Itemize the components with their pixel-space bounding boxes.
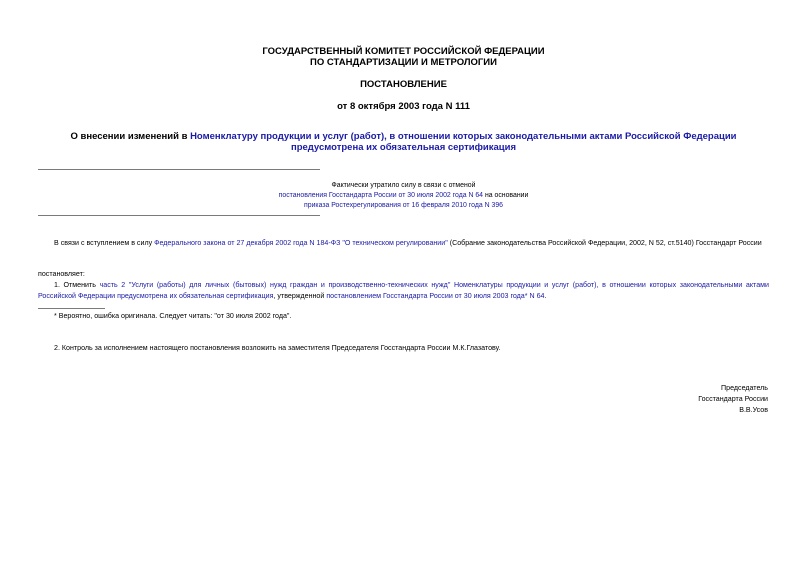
status-note-line3 bbox=[0, 201, 807, 211]
document-title bbox=[40, 131, 767, 153]
footnote-rule bbox=[38, 308, 105, 309]
document-type: ПОСТАНОВЛЕНИЕ bbox=[360, 79, 447, 90]
signature-block bbox=[698, 383, 768, 416]
status-rule-bottom bbox=[38, 215, 320, 216]
status-repeal-link[interactable]: постановления Госстандарта России от 30 июля 2002 года N 64 bbox=[278, 192, 484, 199]
status-note-line2 bbox=[0, 191, 807, 201]
footnote-text: * Вероятно, ошибка оригинала. Следует читать: "от 30 июля 2002 года". bbox=[54, 312, 292, 320]
preamble-text-start: В связи с вступлением в силу bbox=[54, 239, 155, 247]
status-order-link[interactable]: приказа Ростехрегулирования от 16 февраля 2010 года N 396 bbox=[304, 202, 503, 209]
title-prefix: О внесении изменений в bbox=[70, 131, 191, 142]
law-184fz-link[interactable]: Федерального закона от 27 декабря 2002 года N 184-ФЗ "О техническом регулировании" bbox=[154, 239, 448, 247]
preamble-text-end: (Собрание законодательства Российской Федерации, 2002, N 52, ст.5140) Госстандарт России bbox=[447, 239, 762, 247]
item-1-paragraph bbox=[38, 280, 769, 302]
status-rule-top bbox=[38, 169, 320, 170]
signature-organization: Госстандарта России bbox=[698, 395, 768, 403]
document-date-number: от 8 октября 2003 года N 111 bbox=[337, 101, 470, 112]
preamble-paragraph bbox=[38, 238, 769, 249]
status-note-line1: Фактически утратило силу в связи с отменой bbox=[331, 182, 476, 189]
title-nomenclature-link[interactable]: Номенклатуру продукции и услуг (работ), в отношении которых законодательными актами Российской Федерации предусмотрена их обязательная сертификация bbox=[190, 131, 737, 153]
item-1-text-start: 1. Отменить bbox=[54, 281, 100, 289]
status-note-basis: на основании bbox=[483, 192, 529, 199]
item-1-text-end: . bbox=[544, 292, 547, 300]
org-name-line1: ГОСУДАРСТВЕННЫЙ КОМИТЕТ РОССИЙСКОЙ ФЕДЕРАЦИИ bbox=[262, 46, 545, 57]
decides-label: постановляет: bbox=[38, 270, 85, 278]
item-2-paragraph: 2. Контроль за исполнением настоящего постановления возложить на заместителя Председателя Госстандарта России М.К.Глазатову. bbox=[54, 344, 501, 352]
item-1-text-mid: , утвержденной bbox=[273, 292, 327, 300]
resolution-64-link[interactable]: постановлением Госстандарта России от 30 июля 2003 года* N 64 bbox=[326, 292, 545, 300]
nomenclature-part2-link[interactable]: часть 2 "Услуги (работы) для личных (бытовых) нужд граждан и производственно-технических нужд" Номенклатуры продукции и услуг (работ), в отношении которых законодательными актами Российской Федерации предусмотрена их обязательная сертификация bbox=[38, 281, 769, 300]
signature-position: Председатель bbox=[721, 384, 768, 392]
signature-name: В.В.Усов bbox=[739, 406, 768, 414]
org-name-line2: ПО СТАНДАРТИЗАЦИИ И МЕТРОЛОГИИ bbox=[310, 57, 497, 68]
